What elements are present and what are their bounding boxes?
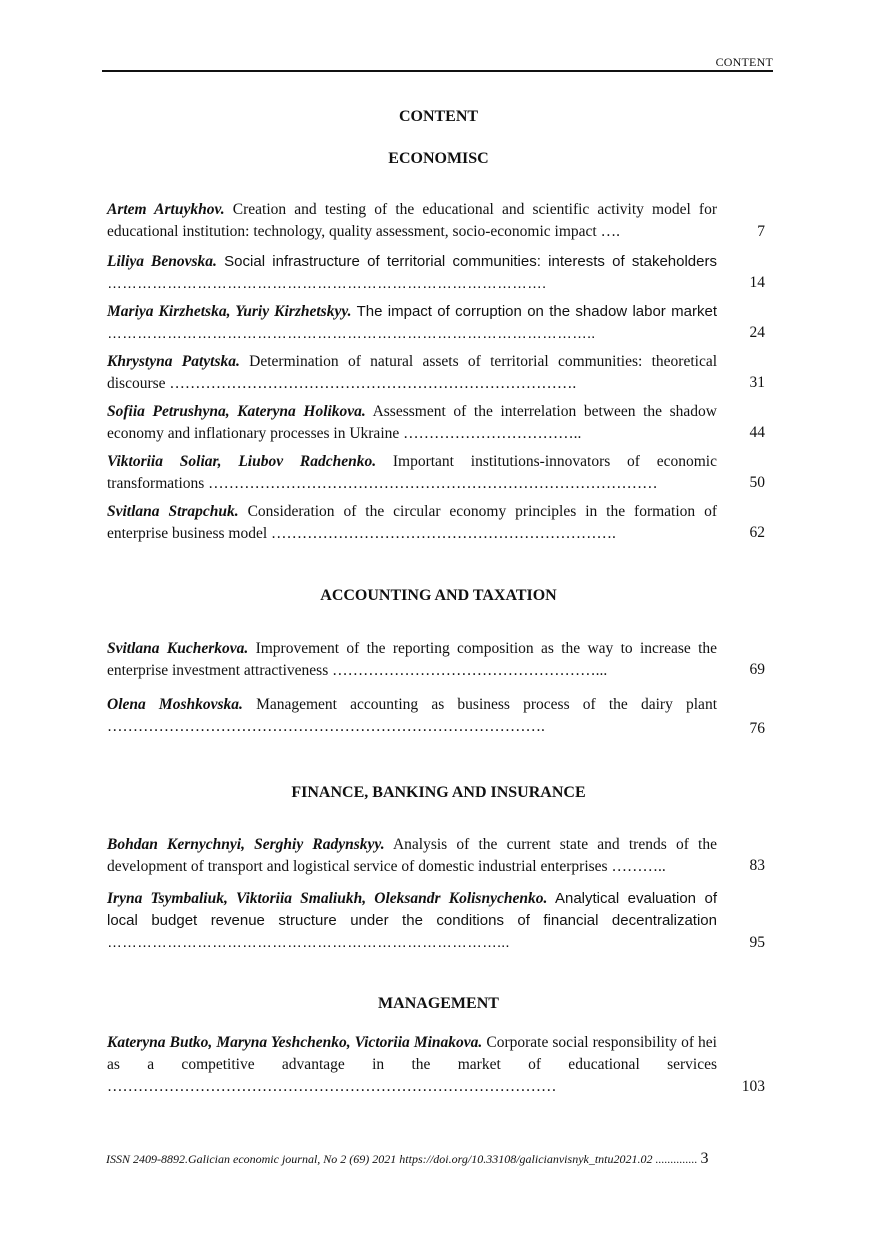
toc-entry[interactable] [107, 834, 717, 878]
section-title-management: MANAGEMENT [378, 995, 499, 1012]
section-title-finance: FINANCE, BANKING AND INSURANCE [291, 784, 586, 801]
entry-authors: Viktoriia Soliar, Liubov Radchenko. [107, 453, 377, 470]
entry-authors: Iryna Tsymbaliuk, Viktoriia Smaliukh, Oleksandr Kolisnychenko. [107, 890, 548, 907]
entry-title: Corporate social responsibility of hei as a competitive advantage in the market of educational services …………………………………………………………………………… [107, 1034, 717, 1095]
toc-entry[interactable] [107, 888, 717, 954]
entry-authors: Mariya Kirzhetska, Yuriy Kirzhetskyy. [107, 303, 352, 320]
toc-entry[interactable] [107, 301, 717, 345]
entry-page-number: 14 [749, 274, 765, 291]
entry-title: Analysis of the current state and trends of the development of transport and logistical service of domestic industrial enterprises ……….. [107, 836, 717, 875]
entry-authors: Bohdan Kernychnyi, Serghiy Radynskyy. [107, 836, 385, 853]
entry-authors: Olena Moshkovska. [107, 696, 243, 713]
header-rule [102, 70, 773, 72]
entry-page-number: 95 [749, 934, 765, 951]
entry-page-number: 31 [749, 374, 765, 391]
entry-title: Consideration of the circular economy principles in the formation of enterprise business model …………………………………………………………. [107, 503, 717, 542]
entry-authors: Artem Artuykhov. [107, 201, 225, 218]
entry-title: Improvement of the reporting composition as the way to increase the enterprise investment attractiveness ……………………………………………... [107, 640, 718, 679]
section-title-accounting: ACCOUNTING AND TAXATION [320, 587, 557, 604]
entry-title: Management accounting as business process of the dairy plant …………………………………………………………………………. [107, 696, 717, 735]
footer-citation: ISSN 2409-8892.Galician economic journal, No 2 (69) 2021 https://doi.org/10.33108/galicianvisnyk_tntu2021.02 .............. [106, 1152, 698, 1166]
entry-authors: Sofiia Petrushyna, Kateryna Holikova. [107, 403, 366, 420]
entry-authors: Kateryna Butko, Maryna Yeshchenko, Victoriia Minakova. [107, 1034, 483, 1051]
entry-authors: Khrystyna Patytska. [107, 353, 240, 370]
entry-title: Social infrastructure of territorial communities: interests of stakeholders ……………………………………………………………………………. [107, 253, 717, 292]
entry-authors: Liliya Benovska. [107, 253, 217, 270]
entry-page-number: 103 [741, 1078, 765, 1095]
toc-entry[interactable] [107, 251, 717, 295]
entry-page-number: 7 [757, 223, 765, 240]
entry-title: Important institutions-innovators of economic transformations …………………………………………………………………………… [107, 453, 717, 492]
entry-authors: Svitlana Kucherkova. [107, 640, 249, 657]
entry-page-number: 50 [749, 474, 765, 491]
toc-entry[interactable] [107, 1032, 717, 1098]
footer-page-number: 3 [700, 1150, 709, 1167]
entry-page-number: 83 [749, 857, 765, 874]
section-title-economics: ECONOMISC [388, 150, 489, 167]
entry-title: Creation and testing of the educational and scientific activity model for educational institution: technology, quality assessment, socio-economic impact …. [107, 201, 718, 240]
toc-entry[interactable] [107, 401, 717, 445]
entry-authors: Svitlana Strapchuk. [107, 503, 239, 520]
entry-page-number: 69 [749, 661, 765, 678]
running-header: CONTENT [715, 55, 773, 69]
entry-title: Analytical evaluation of local budget revenue structure under the conditions of financial decentralization ……………………………………………………………………... [107, 890, 717, 951]
entry-title: The impact of corruption on the shadow labor market …………………………………………………………………………………….. [107, 303, 717, 342]
page-footer [106, 1150, 709, 1168]
entry-title: Assessment of the interrelation between the shadow economy and inflationary processes in Ukraine …………………………….. [107, 403, 717, 442]
toc-entry[interactable] [107, 451, 717, 495]
entry-page-number: 24 [749, 324, 765, 341]
toc-entry[interactable] [107, 501, 717, 545]
entry-page-number: 62 [749, 524, 765, 541]
toc-entry[interactable] [107, 638, 717, 682]
toc-entry[interactable] [107, 199, 717, 243]
entry-page-number: 44 [749, 424, 765, 441]
entry-page-number: 76 [749, 720, 765, 737]
toc-entry[interactable] [107, 351, 717, 395]
entry-title: Determination of natural assets of territorial communities: theoretical discourse ……………………………………………………………………. [107, 353, 718, 392]
page-title: CONTENT [398, 108, 479, 125]
toc-entry[interactable] [107, 694, 717, 738]
